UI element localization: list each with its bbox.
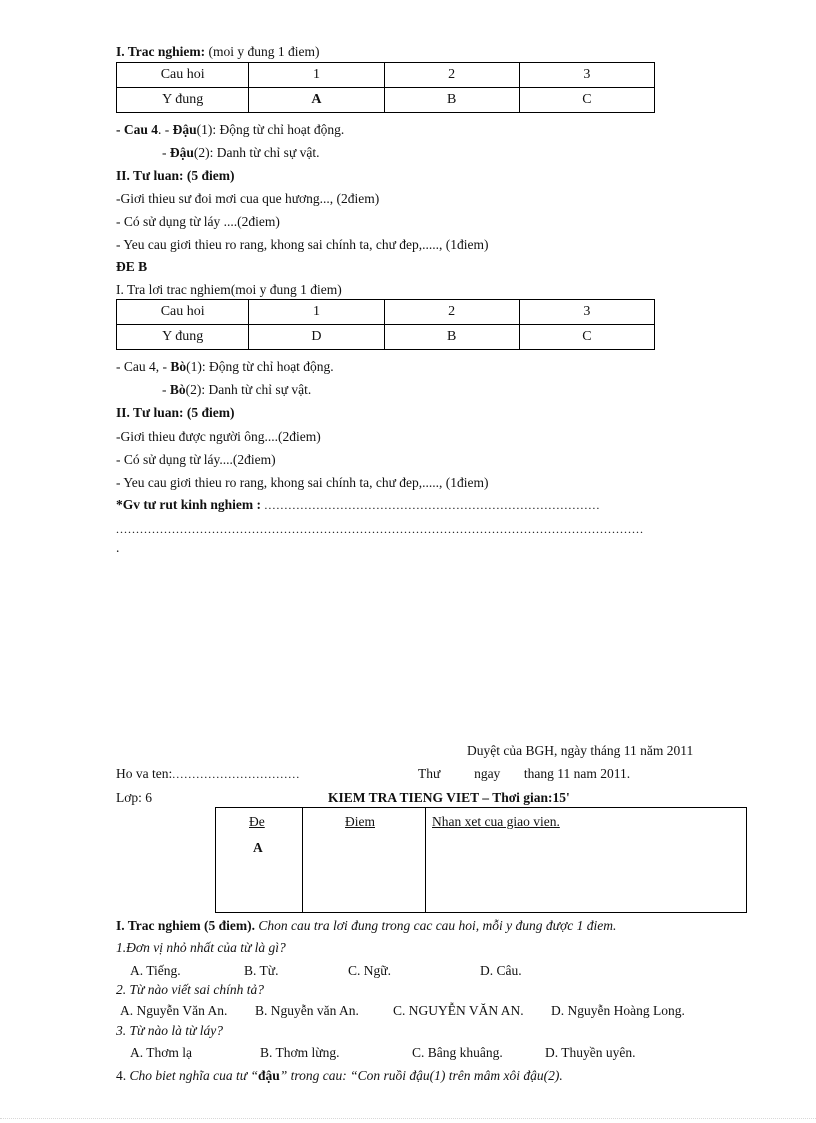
- de-label: Đe: [249, 814, 265, 829]
- table-row: [117, 63, 655, 88]
- dotted-fill: ....................................................................................................................................: [116, 522, 644, 536]
- cau4-text: (1): Động từ chỉ hoạt động.: [186, 359, 334, 374]
- question-4: [116, 1068, 563, 1084]
- list-item: -Giơi thieu được người ông....(2điem): [116, 429, 321, 444]
- cau4-line2-b: - Bò(2): Danh từ chỉ sự vật.: [162, 382, 312, 397]
- table-row: [117, 88, 655, 113]
- option: A. Nguyễn Văn An.: [120, 1003, 228, 1018]
- section2-title-b: II. Tư luan: (5 điem): [116, 405, 235, 420]
- cau4-word: Đậu: [169, 145, 194, 160]
- list-item: - Yeu cau giơi thieu ro rang, khong sai chính ta, chư đep,....., (1điem): [116, 237, 489, 252]
- option: A. Tiếng.: [130, 963, 181, 978]
- part1-title: I. Trac nghiem (5 điem).: [116, 918, 255, 933]
- table-row: [117, 325, 655, 350]
- page-divider: [0, 1118, 816, 1119]
- class-label: Lơp: 6: [116, 790, 153, 805]
- option: B. Thơm lừng.: [260, 1045, 340, 1060]
- question-3: 3. Từ nào là từ láy?: [116, 1023, 223, 1038]
- cau4-word: Đậu: [172, 122, 197, 137]
- table-cell: 2: [384, 63, 519, 88]
- table-cell: D: [249, 325, 384, 350]
- table-cell: C: [519, 325, 654, 350]
- option: B. Từ.: [244, 963, 279, 978]
- question-text: Cho biet nghĩa cua tư “: [129, 1068, 258, 1083]
- approval-line: Duyệt của BGH, ngày tháng 11 năm 2011: [467, 743, 694, 758]
- cau4-text: (1): Động từ chỉ hoạt động.: [196, 122, 345, 137]
- name-line: [116, 766, 300, 782]
- dotted-fill: ................................: [172, 767, 301, 781]
- section1-note: (moi y đung 1 điem): [205, 44, 320, 59]
- option: D. Câu.: [480, 963, 522, 978]
- cau4-text: (2): Danh từ chỉ sự vật.: [193, 145, 320, 160]
- section2-title: II. Tư luan: (5 điem): [116, 168, 235, 183]
- exam-title: KIEM TRA TIENG VIET – Thơi gian:15': [328, 790, 570, 805]
- answer-table-b: [116, 299, 655, 350]
- table-cell: 2: [384, 300, 519, 325]
- section1-title-b: I. Tra lơi trac nghiem(moi y đung 1 điem): [116, 282, 342, 297]
- cau4-word: Bò: [169, 382, 186, 397]
- section1-heading: [116, 44, 320, 60]
- date-line: Thư ngay thang 11 nam 2011.: [418, 766, 631, 781]
- table-cell: B: [384, 88, 519, 113]
- list-item: - Có sử dụng từ láy ....(2điem): [116, 214, 280, 229]
- cau4-label: - Cau 4, -: [116, 359, 167, 374]
- section1-title: I. Trac nghiem:: [116, 44, 206, 59]
- dotted-fill: ....................................................................................: [264, 498, 601, 512]
- table-cell: 3: [519, 63, 654, 88]
- de-value: A: [253, 840, 263, 855]
- table-cell: A: [249, 88, 384, 113]
- table-cell: C: [519, 88, 654, 113]
- option: B. Nguyễn văn An.: [255, 1003, 359, 1018]
- name-label: Ho va ten:: [116, 766, 173, 781]
- answer-table-a: [116, 62, 655, 113]
- table-cell: B: [384, 325, 519, 350]
- option: A. Thơm lạ: [130, 1045, 193, 1060]
- list-item: - Có sử dụng từ láy....(2điem): [116, 452, 276, 467]
- part-b-heading: ĐE B: [116, 259, 148, 274]
- teacher-comment-label: Nhan xet cua giao vien.: [432, 814, 560, 829]
- score-label: Điem: [345, 814, 375, 829]
- dotted-fill: .: [116, 540, 120, 555]
- table-row: [117, 300, 655, 325]
- table-cell: Cau hoi: [117, 300, 249, 325]
- table-cell: 3: [519, 300, 654, 325]
- table-cell: 1: [249, 300, 384, 325]
- teacher-notes-line: [116, 497, 600, 513]
- option: D. Thuyền uyên.: [545, 1045, 636, 1060]
- question-2: 2. Từ nào viết sai chính tả?: [116, 982, 264, 997]
- part1-instructions: Chon cau tra lơi đung trong cac cau hoi, mỗi y đung được 1 điem.: [255, 918, 617, 933]
- option: C. NGUYỄN VĂN AN.: [393, 1003, 524, 1018]
- question-1: 1.Đơn vị nhỏ nhất của từ là gì?: [116, 940, 286, 955]
- part1-heading: [116, 918, 616, 934]
- cau4-line1-b: [116, 359, 334, 375]
- cau4-text: (2): Danh từ chỉ sự vật.: [185, 382, 312, 397]
- cau4-line1: - Cau 4. - Đậu(1): Động từ chỉ hoạt động.: [116, 122, 345, 137]
- question-text: ” trong cau: “Con ruồi đậu(1) trên mâm xôi đậu(2).: [279, 1068, 563, 1083]
- table-cell: Y đung: [117, 88, 249, 113]
- list-item: -Giơi thieu sư đoi mơi cua que hương..., (2điem): [116, 191, 380, 206]
- table-cell: 1: [249, 63, 384, 88]
- option: C. Bâng khuâng.: [412, 1045, 503, 1060]
- cau4-label: - Cau 4: [116, 122, 159, 137]
- list-item: - Yeu cau giơi thieu ro rang, khong sai chính ta, chư đep,....., (1điem): [116, 475, 489, 490]
- option: C. Ngữ.: [348, 963, 391, 978]
- cau4-word: Bò: [170, 359, 187, 374]
- option: D. Nguyễn Hoàng Long.: [551, 1003, 685, 1018]
- teacher-notes-label: *Gv tư rut kinh nghiem :: [116, 497, 261, 512]
- question-number: 4.: [116, 1068, 130, 1083]
- table-cell: Cau hoi: [117, 63, 249, 88]
- table-cell: Y đung: [117, 325, 249, 350]
- score-box: [215, 807, 747, 913]
- question-keyword: đậu: [258, 1068, 280, 1083]
- cau4-line2: - Đậu(2): Danh từ chỉ sự vật.: [162, 145, 320, 160]
